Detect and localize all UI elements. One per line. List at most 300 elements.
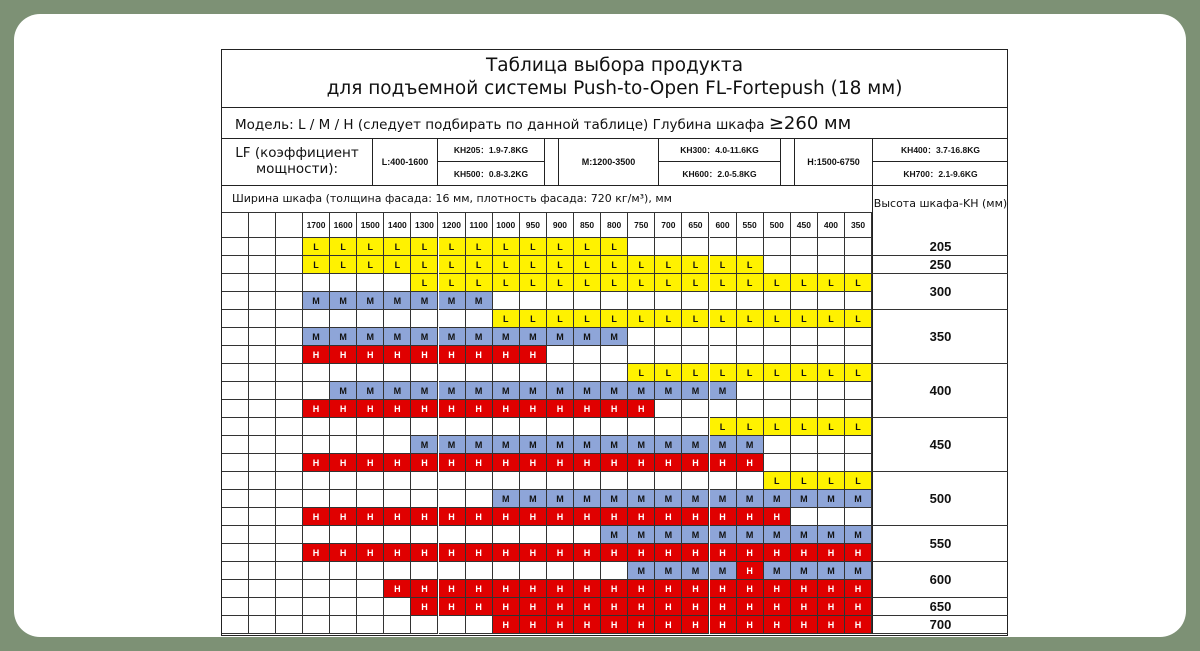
grid-cell: M: [520, 328, 547, 346]
grid-cell: [737, 382, 764, 400]
grid-cell: L: [845, 472, 872, 490]
height-label: 205: [872, 238, 1008, 256]
grid-cell: M: [493, 328, 520, 346]
grid-cell: [845, 382, 872, 400]
grid-cell: M: [520, 382, 547, 400]
grid-cell: L: [845, 418, 872, 436]
grid-cell: [655, 472, 682, 490]
grid-cell: [628, 238, 655, 256]
grid-cell: [357, 616, 384, 634]
grid-cell: L: [411, 238, 438, 256]
blank-cell: [276, 454, 303, 472]
grid-cell: H: [601, 454, 628, 472]
blank-cell: [276, 562, 303, 580]
grid-cell: M: [682, 526, 709, 544]
grid-cell: L: [845, 274, 872, 292]
grid-cell: [520, 418, 547, 436]
grid-cell: [682, 238, 709, 256]
grid-cell: [493, 526, 520, 544]
grid-cell: [655, 238, 682, 256]
grid-cell: L: [493, 256, 520, 274]
blank-cell: [276, 436, 303, 454]
grid-cell: [303, 310, 330, 328]
grid-cell: H: [493, 346, 520, 364]
grid-cell: [384, 490, 411, 508]
grid-cell: M: [493, 436, 520, 454]
grid-cell: [764, 346, 791, 364]
height-label: 250: [872, 256, 1008, 274]
grid-cell: M: [737, 436, 764, 454]
grid-cell: M: [601, 526, 628, 544]
grid-cell: [330, 310, 357, 328]
grid-cell: [791, 238, 818, 256]
grid-cell: [439, 418, 466, 436]
grid-cell: [357, 580, 384, 598]
grid-cell: [574, 364, 601, 382]
grid-cell: H: [466, 598, 493, 616]
grid-cell: [764, 238, 791, 256]
width-header-cell: 700: [655, 212, 682, 238]
grid-cell: [384, 598, 411, 616]
grid-cell: [303, 436, 330, 454]
blank-cell: [276, 472, 303, 490]
grid-cell: H: [574, 508, 601, 526]
grid-cell: [303, 364, 330, 382]
grid-cell: M: [764, 562, 791, 580]
grid-cell: H: [655, 616, 682, 634]
grid-cell: [439, 364, 466, 382]
grid-cell: [303, 490, 330, 508]
grid-cell: [628, 418, 655, 436]
grid-cell: H: [466, 544, 493, 562]
grid-cell: [764, 328, 791, 346]
grid-cell: [384, 526, 411, 544]
grid-cell: [710, 346, 737, 364]
grid-cell: [384, 418, 411, 436]
grid-cell: [303, 472, 330, 490]
blank-cell: [276, 238, 303, 256]
grid-cell: [845, 328, 872, 346]
grid-cell: H: [791, 616, 818, 634]
cabinet-height-header: Высота шкафа-KH (мм): [872, 186, 1008, 238]
blank-cell: [276, 598, 303, 616]
grid-cell: L: [764, 274, 791, 292]
grid-cell: [303, 598, 330, 616]
grid-cell: H: [601, 544, 628, 562]
grid-cell: M: [439, 382, 466, 400]
grid-cell: H: [682, 544, 709, 562]
grid-cell: L: [791, 274, 818, 292]
grid-cell: H: [845, 544, 872, 562]
grid-cell: M: [655, 526, 682, 544]
grid-cell: L: [710, 364, 737, 382]
grid-cell: H: [411, 346, 438, 364]
grid-cell: [303, 274, 330, 292]
grid-cell: [357, 490, 384, 508]
grid-cell: [845, 256, 872, 274]
grid-cell: L: [682, 256, 709, 274]
grid-cell: [655, 346, 682, 364]
grid-cell: [330, 418, 357, 436]
blank-cell: [222, 526, 249, 544]
grid-cell: H: [574, 400, 601, 418]
grid-cell: [601, 562, 628, 580]
grid-cell: H: [710, 580, 737, 598]
grid-cell: H: [791, 598, 818, 616]
grid-cell: M: [628, 436, 655, 454]
height-label: 450: [872, 418, 1008, 472]
width-header-cell: 1300: [411, 212, 438, 238]
grid-cell: [384, 562, 411, 580]
grid-cell: L: [601, 310, 628, 328]
grid-cell: [710, 238, 737, 256]
grid-cell: M: [845, 490, 872, 508]
grid-cell: H: [357, 454, 384, 472]
blank-cell: [276, 508, 303, 526]
model-text: Модель: L / M / H (следует подбирать по данной таблице) Глубина шкафа: [235, 117, 769, 133]
grid-cell: L: [601, 274, 628, 292]
grid-cell: [710, 328, 737, 346]
grid-cell: [520, 526, 547, 544]
grid-cell: [601, 292, 628, 310]
grid-cell: [439, 310, 466, 328]
grid-cell: H: [330, 346, 357, 364]
grid-cell: M: [411, 382, 438, 400]
grid-cell: L: [574, 274, 601, 292]
blank-cell: [222, 490, 249, 508]
grid-cell: [791, 256, 818, 274]
lf-kh400: KH400：3.7-16.8KG: [873, 139, 1008, 162]
grid-cell: L: [574, 256, 601, 274]
grid-cell: [628, 292, 655, 310]
grid-cell: H: [764, 508, 791, 526]
grid-cell: [655, 292, 682, 310]
grid-cell: L: [737, 310, 764, 328]
grid-cell: M: [439, 328, 466, 346]
grid-cell: [520, 472, 547, 490]
lf-spacer: [544, 139, 558, 185]
height-label: 350: [872, 310, 1008, 364]
grid-cell: L: [303, 256, 330, 274]
grid-cell: [845, 508, 872, 526]
grid-cell: M: [303, 328, 330, 346]
grid-cell: [330, 436, 357, 454]
width-header-cell: 1200: [439, 212, 466, 238]
grid-cell: H: [439, 598, 466, 616]
grid-cell: H: [411, 454, 438, 472]
grid-cell: M: [357, 382, 384, 400]
blank-cell: [249, 274, 276, 292]
grid-cell: H: [682, 616, 709, 634]
grid-cell: H: [303, 508, 330, 526]
grid-cell: M: [547, 328, 574, 346]
width-header-cell: 750: [628, 212, 655, 238]
grid-cell: H: [574, 598, 601, 616]
blank-cell: [276, 490, 303, 508]
grid-cell: H: [439, 580, 466, 598]
blank-cell: [276, 526, 303, 544]
grid-cell: L: [818, 364, 845, 382]
grid-cell: L: [411, 256, 438, 274]
grid-cell: M: [411, 328, 438, 346]
blank-cell: [222, 472, 249, 490]
grid-cell: M: [330, 328, 357, 346]
grid-cell: [547, 418, 574, 436]
grid-cell: L: [818, 274, 845, 292]
grid-cell: M: [520, 436, 547, 454]
grid-cell: H: [764, 544, 791, 562]
grid-cell: [439, 472, 466, 490]
blank-cell: [276, 328, 303, 346]
grid-cell: M: [682, 382, 709, 400]
blank-cell: [222, 382, 249, 400]
grid-cell: L: [655, 256, 682, 274]
grid-cell: L: [384, 238, 411, 256]
grid-cell: M: [682, 490, 709, 508]
blank-cell: [222, 436, 249, 454]
grid-cell: M: [493, 490, 520, 508]
width-header-cell: 600: [710, 212, 737, 238]
grid-cell: H: [520, 616, 547, 634]
grid-cell: H: [493, 400, 520, 418]
grid-cell: L: [818, 418, 845, 436]
grid-cell: H: [439, 346, 466, 364]
grid-cell: [818, 400, 845, 418]
grid-cell: H: [574, 454, 601, 472]
grid-cell: H: [845, 598, 872, 616]
grid-cell: H: [439, 508, 466, 526]
grid-cell: [493, 562, 520, 580]
grid-cell: [818, 508, 845, 526]
lf-range-h: H:1500-6750: [794, 139, 872, 185]
grid-cell: L: [466, 274, 493, 292]
grid-cell: L: [628, 364, 655, 382]
lf-kh700: KH700：2.1-9.6KG: [903, 168, 978, 179]
grid-cell: [466, 472, 493, 490]
grid-cell: [710, 400, 737, 418]
grid-cell: [574, 526, 601, 544]
grid-cell: H: [384, 454, 411, 472]
grid-cell: L: [520, 274, 547, 292]
grid-cell: L: [791, 418, 818, 436]
grid-cell: L: [845, 364, 872, 382]
grid-cell: [493, 292, 520, 310]
grid-cell: M: [818, 490, 845, 508]
height-label: 650: [872, 598, 1008, 616]
model-row: [222, 108, 1007, 139]
grid-cell: M: [710, 382, 737, 400]
grid-cell: [737, 328, 764, 346]
grid-cell: [628, 328, 655, 346]
grid-cell: H: [818, 580, 845, 598]
grid-cell: [547, 346, 574, 364]
grid-cell: H: [682, 508, 709, 526]
grid-cell: L: [574, 310, 601, 328]
grid-cell: L: [791, 472, 818, 490]
grid-cell: [710, 292, 737, 310]
grid-cell: [303, 526, 330, 544]
blank-cell: [249, 526, 276, 544]
lf-h-kh: [872, 139, 1008, 185]
grid-cell: M: [655, 490, 682, 508]
blank-cell: [222, 454, 249, 472]
grid-cell: M: [520, 490, 547, 508]
grid-cell: H: [547, 598, 574, 616]
grid-cell: H: [466, 454, 493, 472]
grid-cell: H: [357, 544, 384, 562]
lf-range-m: M:1200-3500: [558, 139, 658, 185]
grid-cell: L: [466, 256, 493, 274]
grid-cell: [466, 310, 493, 328]
grid-cell: M: [411, 292, 438, 310]
blank-cell: [249, 544, 276, 562]
grid-cell: H: [655, 544, 682, 562]
grid-cell: [303, 418, 330, 436]
grid-cell: L: [737, 274, 764, 292]
grid-cell: H: [845, 580, 872, 598]
grid-cell: [547, 364, 574, 382]
blank-cell: [276, 418, 303, 436]
grid-cell: M: [384, 328, 411, 346]
blank-cell: [222, 616, 249, 634]
grid-cell: L: [601, 238, 628, 256]
grid-cell: L: [547, 274, 574, 292]
grid-cell: M: [845, 562, 872, 580]
grid-cell: [628, 472, 655, 490]
grid-cell: [384, 310, 411, 328]
grid-cell: [655, 328, 682, 346]
grid-cell: [764, 400, 791, 418]
grid-cell: [330, 526, 357, 544]
grid-cell: H: [520, 598, 547, 616]
grid-cell: [628, 346, 655, 364]
grid-cell: H: [574, 580, 601, 598]
grid-cell: M: [303, 292, 330, 310]
grid-cell: H: [547, 544, 574, 562]
grid-cell: [330, 598, 357, 616]
grid-cell: L: [628, 274, 655, 292]
lf-kh205: KH205：1.9-7.8KG: [438, 139, 544, 162]
lf-kh600: KH600：2.0-5.8KG: [682, 168, 757, 179]
grid-cell: M: [330, 382, 357, 400]
grid-cell: H: [466, 346, 493, 364]
grid-cell: [384, 364, 411, 382]
grid-cell: H: [574, 544, 601, 562]
grid-cell: [330, 490, 357, 508]
product-selection-table: [221, 49, 1008, 636]
grid-cell: L: [493, 274, 520, 292]
grid-cell: M: [764, 526, 791, 544]
blank-header-cell: [222, 212, 249, 238]
grid-cell: H: [737, 598, 764, 616]
blank-cell: [276, 274, 303, 292]
grid-cell: H: [439, 454, 466, 472]
grid-cell: M: [574, 382, 601, 400]
grid-cell: [466, 526, 493, 544]
grid-cell: H: [628, 598, 655, 616]
grid-cell: H: [520, 580, 547, 598]
grid-cell: [818, 256, 845, 274]
grid-cell: H: [520, 508, 547, 526]
width-header-cell: 1400: [384, 212, 411, 238]
grid-cell: H: [818, 544, 845, 562]
grid-cell: M: [710, 490, 737, 508]
grid-cell: [682, 328, 709, 346]
width-header-cell: 550: [737, 212, 764, 238]
width-header-cell: 950: [520, 212, 547, 238]
grid-cell: H: [737, 562, 764, 580]
grid-cell: [601, 346, 628, 364]
grid-cell: L: [682, 274, 709, 292]
blank-cell: [222, 562, 249, 580]
grid-cell: M: [682, 562, 709, 580]
blank-cell: [276, 310, 303, 328]
width-header-cell: 650: [682, 212, 709, 238]
grid-cell: H: [357, 346, 384, 364]
grid-cell: M: [439, 436, 466, 454]
grid-cell: L: [845, 310, 872, 328]
width-header-cell: 1500: [357, 212, 384, 238]
height-label: 400: [872, 364, 1008, 418]
grid-cell: L: [791, 364, 818, 382]
grid-cell: [791, 292, 818, 310]
grid-cell: [411, 310, 438, 328]
blank-cell: [249, 364, 276, 382]
grid-cell: [818, 346, 845, 364]
grid-cell: [818, 238, 845, 256]
grid-cell: M: [791, 490, 818, 508]
grid-cell: H: [818, 598, 845, 616]
grid-cell: H: [547, 508, 574, 526]
grid-cell: [384, 274, 411, 292]
grid-cell: L: [411, 274, 438, 292]
grid-cell: H: [357, 508, 384, 526]
grid-cell: [330, 580, 357, 598]
blank-cell: [249, 616, 276, 634]
grid-cell: H: [628, 508, 655, 526]
blank-cell: [249, 436, 276, 454]
grid-cell: L: [466, 238, 493, 256]
grid-cell: [818, 292, 845, 310]
grid-cell: H: [520, 544, 547, 562]
grid-cell: [682, 400, 709, 418]
grid-cell: H: [601, 400, 628, 418]
grid-cell: [384, 472, 411, 490]
grid-cell: L: [520, 310, 547, 328]
grid-cell: H: [737, 454, 764, 472]
grid-cell: L: [764, 310, 791, 328]
grid-cell: [791, 328, 818, 346]
grid-cell: [330, 472, 357, 490]
grid-cell: M: [818, 526, 845, 544]
blank-cell: [222, 400, 249, 418]
width-header-cell: 900: [547, 212, 574, 238]
blank-cell: [222, 256, 249, 274]
lf-kh500: KH500：0.8-3.2KG: [453, 168, 529, 179]
grid-cell: L: [710, 418, 737, 436]
grid-cell: [574, 346, 601, 364]
grid-cell: L: [710, 256, 737, 274]
grid-cell: L: [655, 274, 682, 292]
lf-label: LF (коэффициент мощности):: [235, 145, 359, 177]
grid-cell: M: [710, 526, 737, 544]
grid-cell: [330, 364, 357, 382]
grid-cell: [547, 472, 574, 490]
lf-spacer: [780, 139, 794, 185]
grid-cell: M: [330, 292, 357, 310]
grid-cell: [574, 472, 601, 490]
grid-cell: [439, 562, 466, 580]
